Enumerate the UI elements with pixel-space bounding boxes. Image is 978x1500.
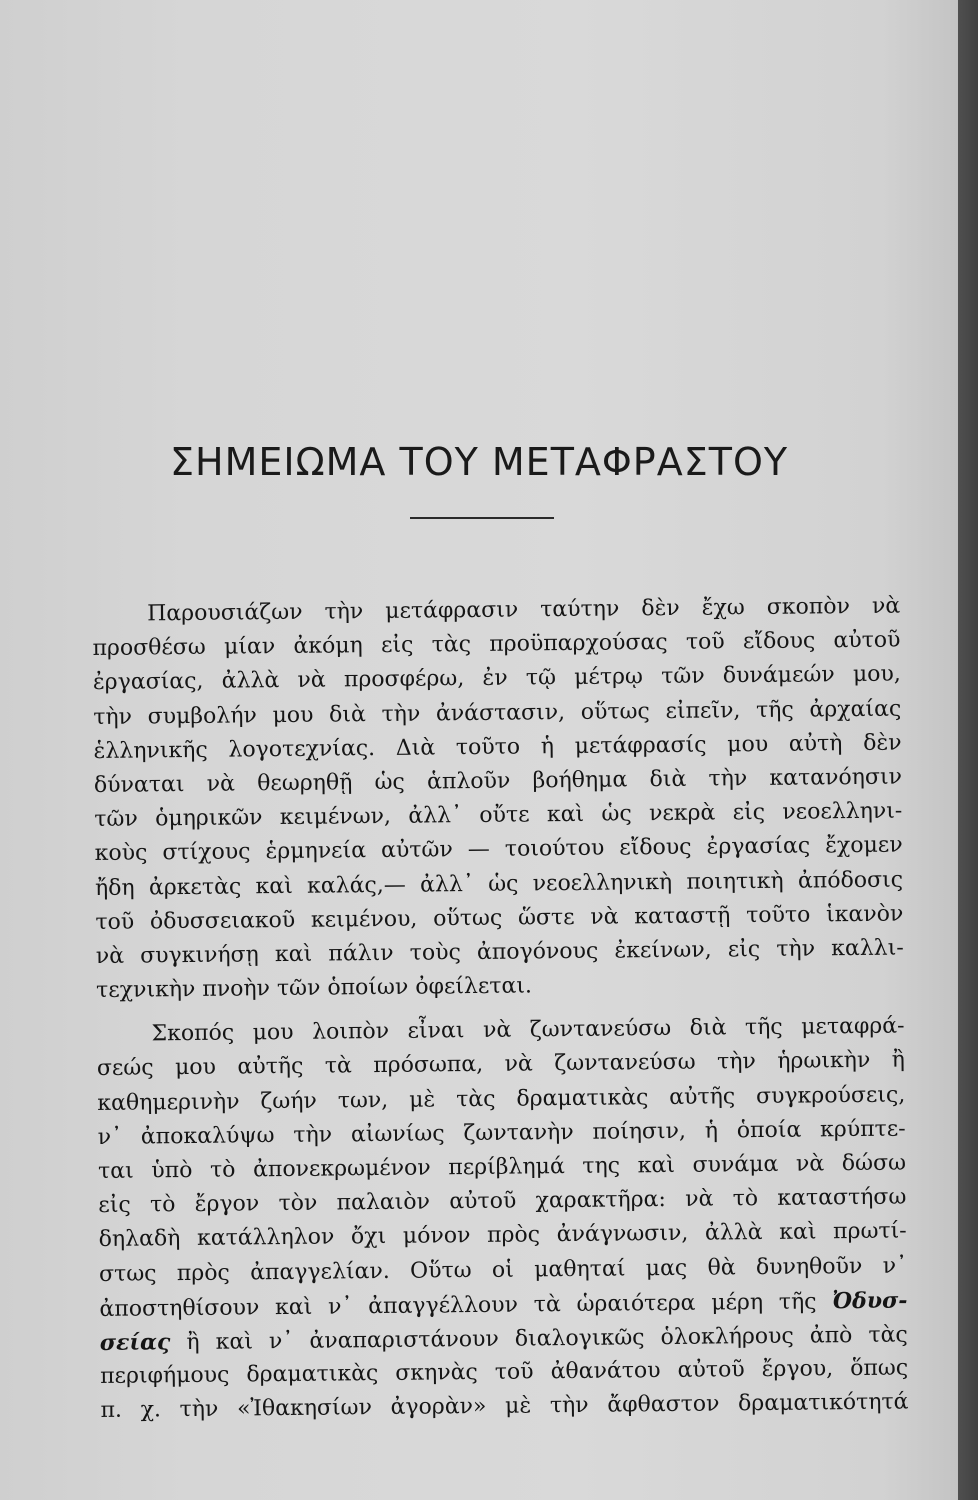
text-line: περιφήμους δραματικὰς σκηνὰς τοῦ ἀθανάτου αὐτοῦ ἔργου, ὅπως — [100, 1355, 909, 1390]
title-underline — [410, 517, 554, 519]
text-line: εἰς τὸ ἔργον τὸν παλαιὸν αὐτοῦ χαρακτῆρα: νὰ τὸ καταστήσω — [98, 1184, 907, 1219]
text-line: ἤδη ἀρκετὰς καὶ καλάς,— ἀλλ᾽ ὡς νεοελληνικὴ ποιητικὴ ἀπόδοσις — [94, 867, 904, 901]
page-title: ΣΗΜΕΙΩΜΑ ΤΟΥ ΜΕΤΑΦΡΑΣΤΟΥ — [170, 440, 789, 484]
text-line: ἑλληνικῆς λογοτεχνίας. Διὰ τοῦτο ἡ μετάφρασίς μου αὐτὴ δὲν — [93, 730, 902, 764]
odysseia-title-part2: σείας — [99, 1329, 171, 1356]
odysseia-title-part1: Ὀδυσ- — [832, 1287, 908, 1315]
page-edge-shadow — [956, 0, 978, 1500]
bleed-through-text — [72, 80, 902, 212]
text-segment: ἀποστηθίσουν καὶ ν᾽ ἀπαγγέλλουν τὰ ὡραιότερα μέρη τῆς — [99, 1289, 817, 1322]
text-line: τεχνικὴν πνοὴν τῶν ὁποίων ὀφείλεται. — [95, 973, 533, 1004]
text-line: καθημερινὴν ζωήν των, μὲ τὰς δραματικὰς αὐτῆς συγκρούσεις, — [97, 1082, 906, 1116]
text-line: τὴν συμβολήν μου διὰ τὴν ἀνάστασιν, οὕτως εἰπεῖν, τῆς ἀρχαίας — [93, 696, 902, 730]
text-line: ται ὑπὸ τὸ ἀπονεκρωμένον περίβλημά της καὶ συνάμα νὰ δώσω — [97, 1150, 907, 1184]
text-line: ν᾽ ἀποκαλύψω τὴν αἰωνίως ζωντανὴν ποίησιν, ἡ ὁποία κρύπτε- — [97, 1116, 906, 1150]
text-line: προσθέσω μίαν ἀκόμη εἰς τὰς προϋπαρχούσας τοῦ εἴδους αὐτοῦ — [92, 627, 901, 662]
text-line: Σκοπός μου λοιπὸν εἶναι νὰ ζωντανεύσω διὰ τῆς μεταφρά- — [151, 1013, 905, 1047]
text-line: σεώς μου αὐτῆς τὰ πρόσωπα, νὰ ζωντανεύσω τὴν ἡρωικὴν ἢ — [96, 1047, 906, 1082]
text-line: κοὺς στίχους ἑρμηνεία αὐτῶν — τοιούτου εἴδους ἐργασίας ἔχομεν — [94, 832, 903, 867]
text-line: Παρουσιάζων τὴν μετάφρασιν ταύτην δὲν ἔχω σκοπὸν νὰ — [147, 593, 901, 627]
text-segment: ἢ καὶ ν᾽ ἀναπαριστάνουν διαλογικῶς ὁλοκλήρους ἀπὸ τὰς — [186, 1322, 908, 1355]
text-line: στως πρὸς ἀπαγγελίαν. Οὕτω οἱ μαθηταί μας θὰ δυνηθοῦν ν᾽ — [98, 1253, 908, 1287]
text-line: νὰ συγκινήσῃ καὶ πάλιν τοὺς ἀπογόνους ἐκείνων, εἰς τὴν καλλι- — [95, 935, 904, 969]
text-line: π. χ. τὴν «Ἰθακησίων ἀγορὰν» μὲ τὴν ἄφθαστον δραματικότητά — [100, 1389, 909, 1424]
text-line: δηλαδὴ κατάλληλον ὄχι μόνον πρὸς ἀνάγνωσιν, ἀλλὰ καὶ πρωτί- — [98, 1218, 907, 1253]
text-line: τῶν ὁμηρικῶν κειμένων, ἀλλ᾽ οὔτε καὶ ὡς νεκρὰ εἰς νεοελληνι- — [94, 798, 903, 833]
text-line: δύναται νὰ θεωρηθῇ ὡς ἁπλοῦν βοήθημα διὰ τὴν κατανόησιν — [93, 764, 903, 798]
text-line: τοῦ ὀδυσσειακοῦ κειμένου, οὕτως ὥστε νὰ καταστῇ τοῦτο ἱκανὸν — [95, 901, 904, 935]
text-line: ἐργασίας, ἀλλὰ νὰ προσφέρω, ἐν τῷ μέτρῳ τῶν δυνάμεών μου, — [92, 661, 901, 696]
body-text — [92, 590, 909, 1429]
